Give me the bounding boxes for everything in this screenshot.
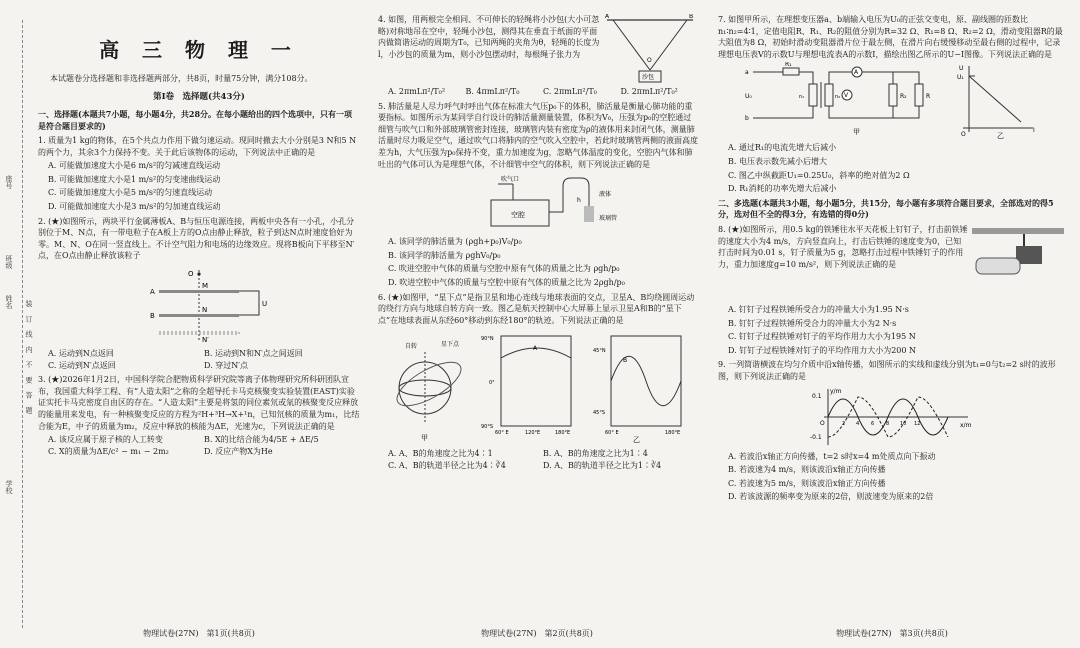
label-liquid: 液体 <box>599 191 612 199</box>
option-c: C. 吹进空腔中气体的质量与空腔中原有气体的质量之比为 ρgh/p₀ <box>388 264 620 274</box>
part-heading: 第Ⅰ卷 选择题(共43分) <box>153 91 245 102</box>
label-x: x/m <box>960 421 972 429</box>
tick-45s: 45°S <box>593 410 606 417</box>
options-row-2 <box>378 460 698 472</box>
tick-90n: 90°N <box>481 336 494 343</box>
tick-120e: 120°E <box>525 430 541 437</box>
point-o <box>197 272 200 275</box>
binding-dashed-line <box>22 20 23 628</box>
label-inlet: 吹气口 <box>501 176 520 184</box>
option-b: B. 可能做加速度大小是1 m/s²的匀变速曲线运动 <box>48 174 221 184</box>
label-u: U <box>959 65 964 73</box>
question-3 <box>38 374 360 457</box>
wire-bottom-in <box>753 106 813 118</box>
label-r2: R₂ <box>900 93 907 101</box>
label-n1: n₁ <box>799 94 805 101</box>
sandbag-diagram <box>603 14 698 86</box>
binding-class: 班级 <box>5 255 13 269</box>
question-stem: 1. 质量为1 kg的物体，在5个共点力作用下做匀速运动。现同时撤去大小分别是3 N和5 N的两个力，其余3个力保持不变。关于此后该物体的运动，下列说法中正确的是 <box>38 136 357 157</box>
label-o: O <box>188 270 194 279</box>
option-c: C. 2πmLπ²/T₀ <box>543 87 597 96</box>
section-heading: 一、选择题(本题共7小题，每小题4分，共28分。在每小题给出的四个选项中，只有一项是符合题目要求的) <box>38 108 353 131</box>
option-c: C. 钉钉子过程铁锤对钉子的平均作用力大小为195 N <box>728 332 916 342</box>
option-c: C. 图乙中纵截距U₁=0.25U₀，斜率的绝对值为2 Ω <box>728 170 910 180</box>
resistor-r2 <box>889 84 897 106</box>
question-stem: 5. 肺活量是人尽力呼气时呼出气体在标准大气压p₀下的体积，肺活量是衡量心肺功能的重要指标。如图所示为某同学自行设计的肺活量测量装置，体积为V₀，压强为p₀的空腔通过细管与吹气口和外部玻璃管密封连接，玻璃管内装有密度为ρ的液体用来封闭气体，测量肺活量时尽力吸足空气，通过吹气口将肺内的空气吹入空腔中，若此时玻璃管两侧的液面高度差为h，大气压强为p₀保持不变，重力加速度为g，忽略气体温度的变化，空腔内气体和肺吐出的气体可认为是理想气体，不计细管中空气的体积，则下列说法正确的是 <box>378 101 698 169</box>
page-footer: 物理试卷(27N) 第2页(共8页) <box>481 629 593 639</box>
plate-b-moved <box>159 332 239 334</box>
option-d: D. 吹进空腔中气体的质量与空腔中原有气体的质量之比为 2ρgh/p₀ <box>388 277 625 287</box>
binding-warning: 装 订 线 内 不 要 答 题 <box>25 300 33 417</box>
tick-x: 10 <box>900 420 907 427</box>
option-a: A. 该反应属于原子核的人工转变 <box>48 435 163 445</box>
option-b: B. 电压表示数先减小后增大 <box>728 156 827 166</box>
question-stem: 7. 如图甲所示，在理想变压器a、b端输入电压为U₀的正弦交变电，原、副线圈的匝数比n₁∶n₂=4∶1，定值电阻R、R₁、R₂的阻值分别为R=32 Ω、R₁=8 Ω、R₂=2 Ω，滑动变阻器R的最大阻值为8 Ω，初始时滑动变阻器滑片位于最左侧，在滑片向右缓慢移动至最右侧的过程中，记录理想电压表V的示数U与理想电流表A的示数I，描绘出图乙所示的U−I图像。下列说法正确的是 <box>718 15 1063 59</box>
option-d: D. 若该波源的频率变为原来的2倍，则波速变为原来的2倍 <box>728 492 934 502</box>
tick-x: 6 <box>871 420 875 427</box>
option-b: B. X的比结合能为4/5E + ΔE/5 <box>204 435 319 445</box>
binding-strip <box>0 0 32 648</box>
option-d: D. R₁消耗的功率先增大后减小 <box>728 184 837 194</box>
question-4 <box>378 14 698 98</box>
label-r: R <box>926 93 931 101</box>
option-d: D. 钉钉子过程铁锤对钉子的平均作用力大小为200 N <box>728 345 917 355</box>
option-a: A. 2πmLπ²/T₀² <box>388 87 446 96</box>
tick-180e: 180°E <box>555 430 571 437</box>
label-cavity: 空腔 <box>511 211 525 220</box>
options-row-2 <box>38 446 360 458</box>
option-a: A. A、B的角速度之比为4∶1 <box>388 449 493 459</box>
label-r1: R₁ <box>785 62 792 69</box>
wire-secondary-bottom <box>829 106 893 118</box>
option-c: C. A、B的轨道半径之比为4∶∛4 <box>388 460 506 470</box>
wave-graph <box>808 385 978 449</box>
tick-plus: 0.1 <box>812 392 822 400</box>
label-a: A <box>150 288 155 297</box>
option-a: A. 钉钉子过程铁锤所受合力的冲量大小为1.95 N·s <box>728 304 909 314</box>
tick-x: 4 <box>856 420 860 427</box>
graph-line <box>969 76 1021 122</box>
hand <box>976 258 1020 274</box>
question-stem: 9. 一列简谐横波在均匀介质中沿x轴传播，如图所示的实线和虚线分别为t₁=0与t₂=2 s时的波形图，则下列说法正确的是 <box>718 360 1056 381</box>
satellite-diagrams <box>383 328 693 446</box>
label-h: h <box>577 197 581 205</box>
rope-right <box>650 20 687 70</box>
option-b: B. 该同学的肺活量为 ρghV₀/p₀ <box>388 250 501 260</box>
label-i: I <box>1033 127 1035 135</box>
question-2 <box>38 216 360 372</box>
question-4-layout <box>378 14 698 86</box>
label-voltmeter: V <box>844 92 849 100</box>
label-b: b <box>745 115 749 123</box>
label-origin: O <box>820 419 825 427</box>
circuit-wire <box>239 291 259 315</box>
label-b: B <box>150 312 155 321</box>
option-c: C. 可能做加速度大小是5 m/s²的匀速直线运动 <box>48 188 213 198</box>
question-stem: 4. 如图，用两根完全相同、不可伸长的轻绳将小沙包(大小可忽略)对称地吊在空中，轻绳小沙包，测得其在垂直于纸面的平面内做简谐运动的周期为T₀，已知两绳的夹角为θ，轻绳的长度为l，小沙包的质量为m，则小沙包摆动时，每根绳子张力为 <box>378 15 600 59</box>
options-row <box>378 86 698 98</box>
label-origin: O <box>961 131 966 139</box>
hammer-illustration <box>968 224 1068 304</box>
page-2 <box>370 0 704 648</box>
question-5 <box>378 101 698 289</box>
options-row-1 <box>38 434 360 446</box>
question-7 <box>718 14 1068 195</box>
section-heading: 二、多选题(本题共3小题，每小题5分，共15分，每小题有多项符合题目要求，全部选对的得5分，选对但不全的得3分，有选错的得0分) <box>718 197 1054 220</box>
option-d: D. 可能做加速度大小是3 m/s²的匀加速直线运动 <box>48 202 221 212</box>
page-footer: 物理试卷(27N) 第3页(共8页) <box>836 629 948 639</box>
label-u1: U₁ <box>957 74 964 82</box>
primary-coil <box>809 84 817 106</box>
label-track-b: B <box>623 357 628 365</box>
label-n: N <box>202 306 208 315</box>
tick-60e: 60° E <box>495 430 509 437</box>
binding-name: 姓名 <box>5 295 13 309</box>
question-6 <box>378 292 698 472</box>
tick-x: 2 <box>842 420 846 427</box>
option-b: B. 4πmLπ²/T₀ <box>465 87 520 96</box>
option-b: B. 钉钉子过程铁锤所受合力的冲量大小为2 N·s <box>728 318 897 328</box>
tick-x: 12 <box>914 420 921 427</box>
label-tube: 玻璃管 <box>599 215 618 223</box>
wire-rheostat-bottom <box>893 106 919 118</box>
liquid-column <box>584 206 594 222</box>
wire-rheostat-top <box>893 72 919 84</box>
resistor-r1 <box>783 68 799 75</box>
option-a: A. 运动到N点返回 <box>48 349 114 359</box>
option-c: C. 若波速为5 m/s，则该波沿x轴正方向传播 <box>728 478 886 488</box>
track-b <box>611 357 681 407</box>
option-c: C. X的质量为ΔE/c² − m₁ − 2m₂ <box>48 446 169 456</box>
question-8 <box>718 224 1068 356</box>
page-title: 高 三 物 理 一 <box>99 38 299 62</box>
label-n2: n₂ <box>835 94 841 101</box>
option-b: B. 运动到N和N′点之间返回 <box>204 349 303 359</box>
option-b: B. A、B的角速度之比为1∶4 <box>543 449 648 459</box>
option-a: A. 若波沿x轴正方向传播，t=2 s时x=4 m处质点向下振动 <box>728 451 936 461</box>
plate-b <box>159 314 239 317</box>
question-stem: 2. (★)如图所示，两块平行金属薄板A、B与恒压电源连接，两板中央各有一小孔，小孔分别位于M、N点，有一带电粒子在A板上方的O点由静止释放，粒子到达N点时速度恰好为零。M、N、O在同一竖直线上。不计空气阻力和电场的边缘效应。现将B板向下平移至N′点，在O点由静止释放该粒子 <box>38 216 355 261</box>
label-a: A <box>605 14 610 20</box>
label-b: B <box>689 14 694 20</box>
options-row-2 <box>38 360 360 372</box>
label-u0: U₀ <box>745 93 752 101</box>
question-1 <box>38 135 360 213</box>
tick-45n: 45°N <box>593 348 606 355</box>
label-subpoint: 星下点 <box>441 341 460 349</box>
options-row-1 <box>38 348 360 360</box>
rope-left <box>613 20 650 70</box>
option-a: A. 可能做加速度大小是6 m/s²的匀减速直线运动 <box>48 161 221 171</box>
binding-school: 学校 <box>5 480 13 494</box>
label-ammeter: A <box>854 69 859 77</box>
wire-to-primary <box>799 72 813 84</box>
page-1 <box>32 0 366 648</box>
lung-capacity-apparatus <box>453 172 623 234</box>
question-8-layout <box>718 224 1068 304</box>
label-u: U <box>262 300 268 309</box>
tick-minus: -0.1 <box>810 433 822 441</box>
plate-a <box>159 290 239 293</box>
rheostat-r <box>915 84 923 106</box>
secondary-coil <box>825 84 833 106</box>
option-d: D. 2πmLπ²/T₀² <box>620 87 678 96</box>
label-m: M <box>202 282 209 291</box>
transformer-circuit <box>743 62 1043 140</box>
tick-60e-b: 60° E <box>605 430 619 437</box>
tick-90s: 90°S <box>481 424 494 431</box>
label-jia: 甲 <box>853 128 860 137</box>
label-rotation: 自转 <box>405 343 418 351</box>
label-y: y/m <box>830 387 842 395</box>
question-9 <box>718 359 1068 503</box>
glass-tube <box>549 178 589 222</box>
page-3 <box>710 0 1074 648</box>
tick-180e-b: 180°E <box>665 430 681 437</box>
options-row-1 <box>378 448 698 460</box>
label-a: a <box>745 69 749 77</box>
option-c: C. 运动到N′点返回 <box>48 360 116 370</box>
binding-seat: 座号 <box>5 175 13 189</box>
label-track-a: A <box>533 345 538 353</box>
label-o: O <box>647 57 652 64</box>
option-d: D. A、B的轨道半径之比为1∶∛4 <box>543 460 662 470</box>
label-sandbag: 沙包 <box>642 74 655 81</box>
question-stem: 6. (★)如图甲，“星下点”是指卫星和地心连线与地球表面的交点，卫星A、B均绕圆周运动的绕行方向与地球自转方向一致。图乙是航天控制中心大屏幕上显示卫星A和B的“星下点”在地球表面从东经60°移动到东经180°的轨迹。下列说法正确的是 <box>378 292 695 325</box>
page-footer: 物理试卷(27N) 第1页(共8页) <box>143 629 255 639</box>
option-d: D. 穿过N′点 <box>204 360 249 370</box>
option-d: D. 反应产物X为He <box>204 446 273 456</box>
capacitor-diagram <box>124 264 274 346</box>
option-a: A. 该同学的肺活量为 (ρgh+p₀)V₀/p₀ <box>388 237 522 247</box>
label-n-prime: N′ <box>202 336 209 345</box>
option-a: A. 通过R₁的电流先增大后减小 <box>728 143 837 153</box>
tick-x: 8 <box>886 420 890 427</box>
label-yi: 乙 <box>997 132 1004 141</box>
question-stem: 3. (★)2026年1月2日，中国科学院合肥物质科学研究院等离子体物理研究所科研团队宣布，我国重大科学工程、有“人造太阳”之称的全超导托卡马克核聚变实验装置(EAST)实验证实托卡马克密度自由区的存在。“人造太阳”主要是将氢的同位素氘或氚的核聚变反应释放的能量用来发电，有一种核聚变反应的方程为²H+³H→X+¹n，已知氘核的质量为m₁，比结合能为E，中子的质量为m₂，反应中释放的核能为ΔE，光速为c，下列说法正确的是 <box>38 375 360 431</box>
label-yi: 乙 <box>633 436 640 445</box>
ceiling <box>972 228 1064 234</box>
option-b: B. 若波速为4 m/s，则该波沿x轴正方向传播 <box>728 465 886 475</box>
tick-0: 0° <box>489 380 495 387</box>
question-stem: 8. (★)如图所示，用0.5 kg的铁锤往水平天花板上钉钉子，打击前铁锤的速度大小为4 m/s，方向竖直向上，打击后铁锤的速度变为0，已知打击时间为0.01 s，钉子质量为5 g，忽略打击过程中铁锤钉子的作用力，重力加速度g=10 m/s²，则下列说法正确的是 <box>718 224 968 269</box>
label-jia: 甲 <box>421 434 428 443</box>
exam-intro: 本试题卷分选择题和非选择题两部分，共8页，时量75分钟，满分108分。 <box>50 74 313 83</box>
